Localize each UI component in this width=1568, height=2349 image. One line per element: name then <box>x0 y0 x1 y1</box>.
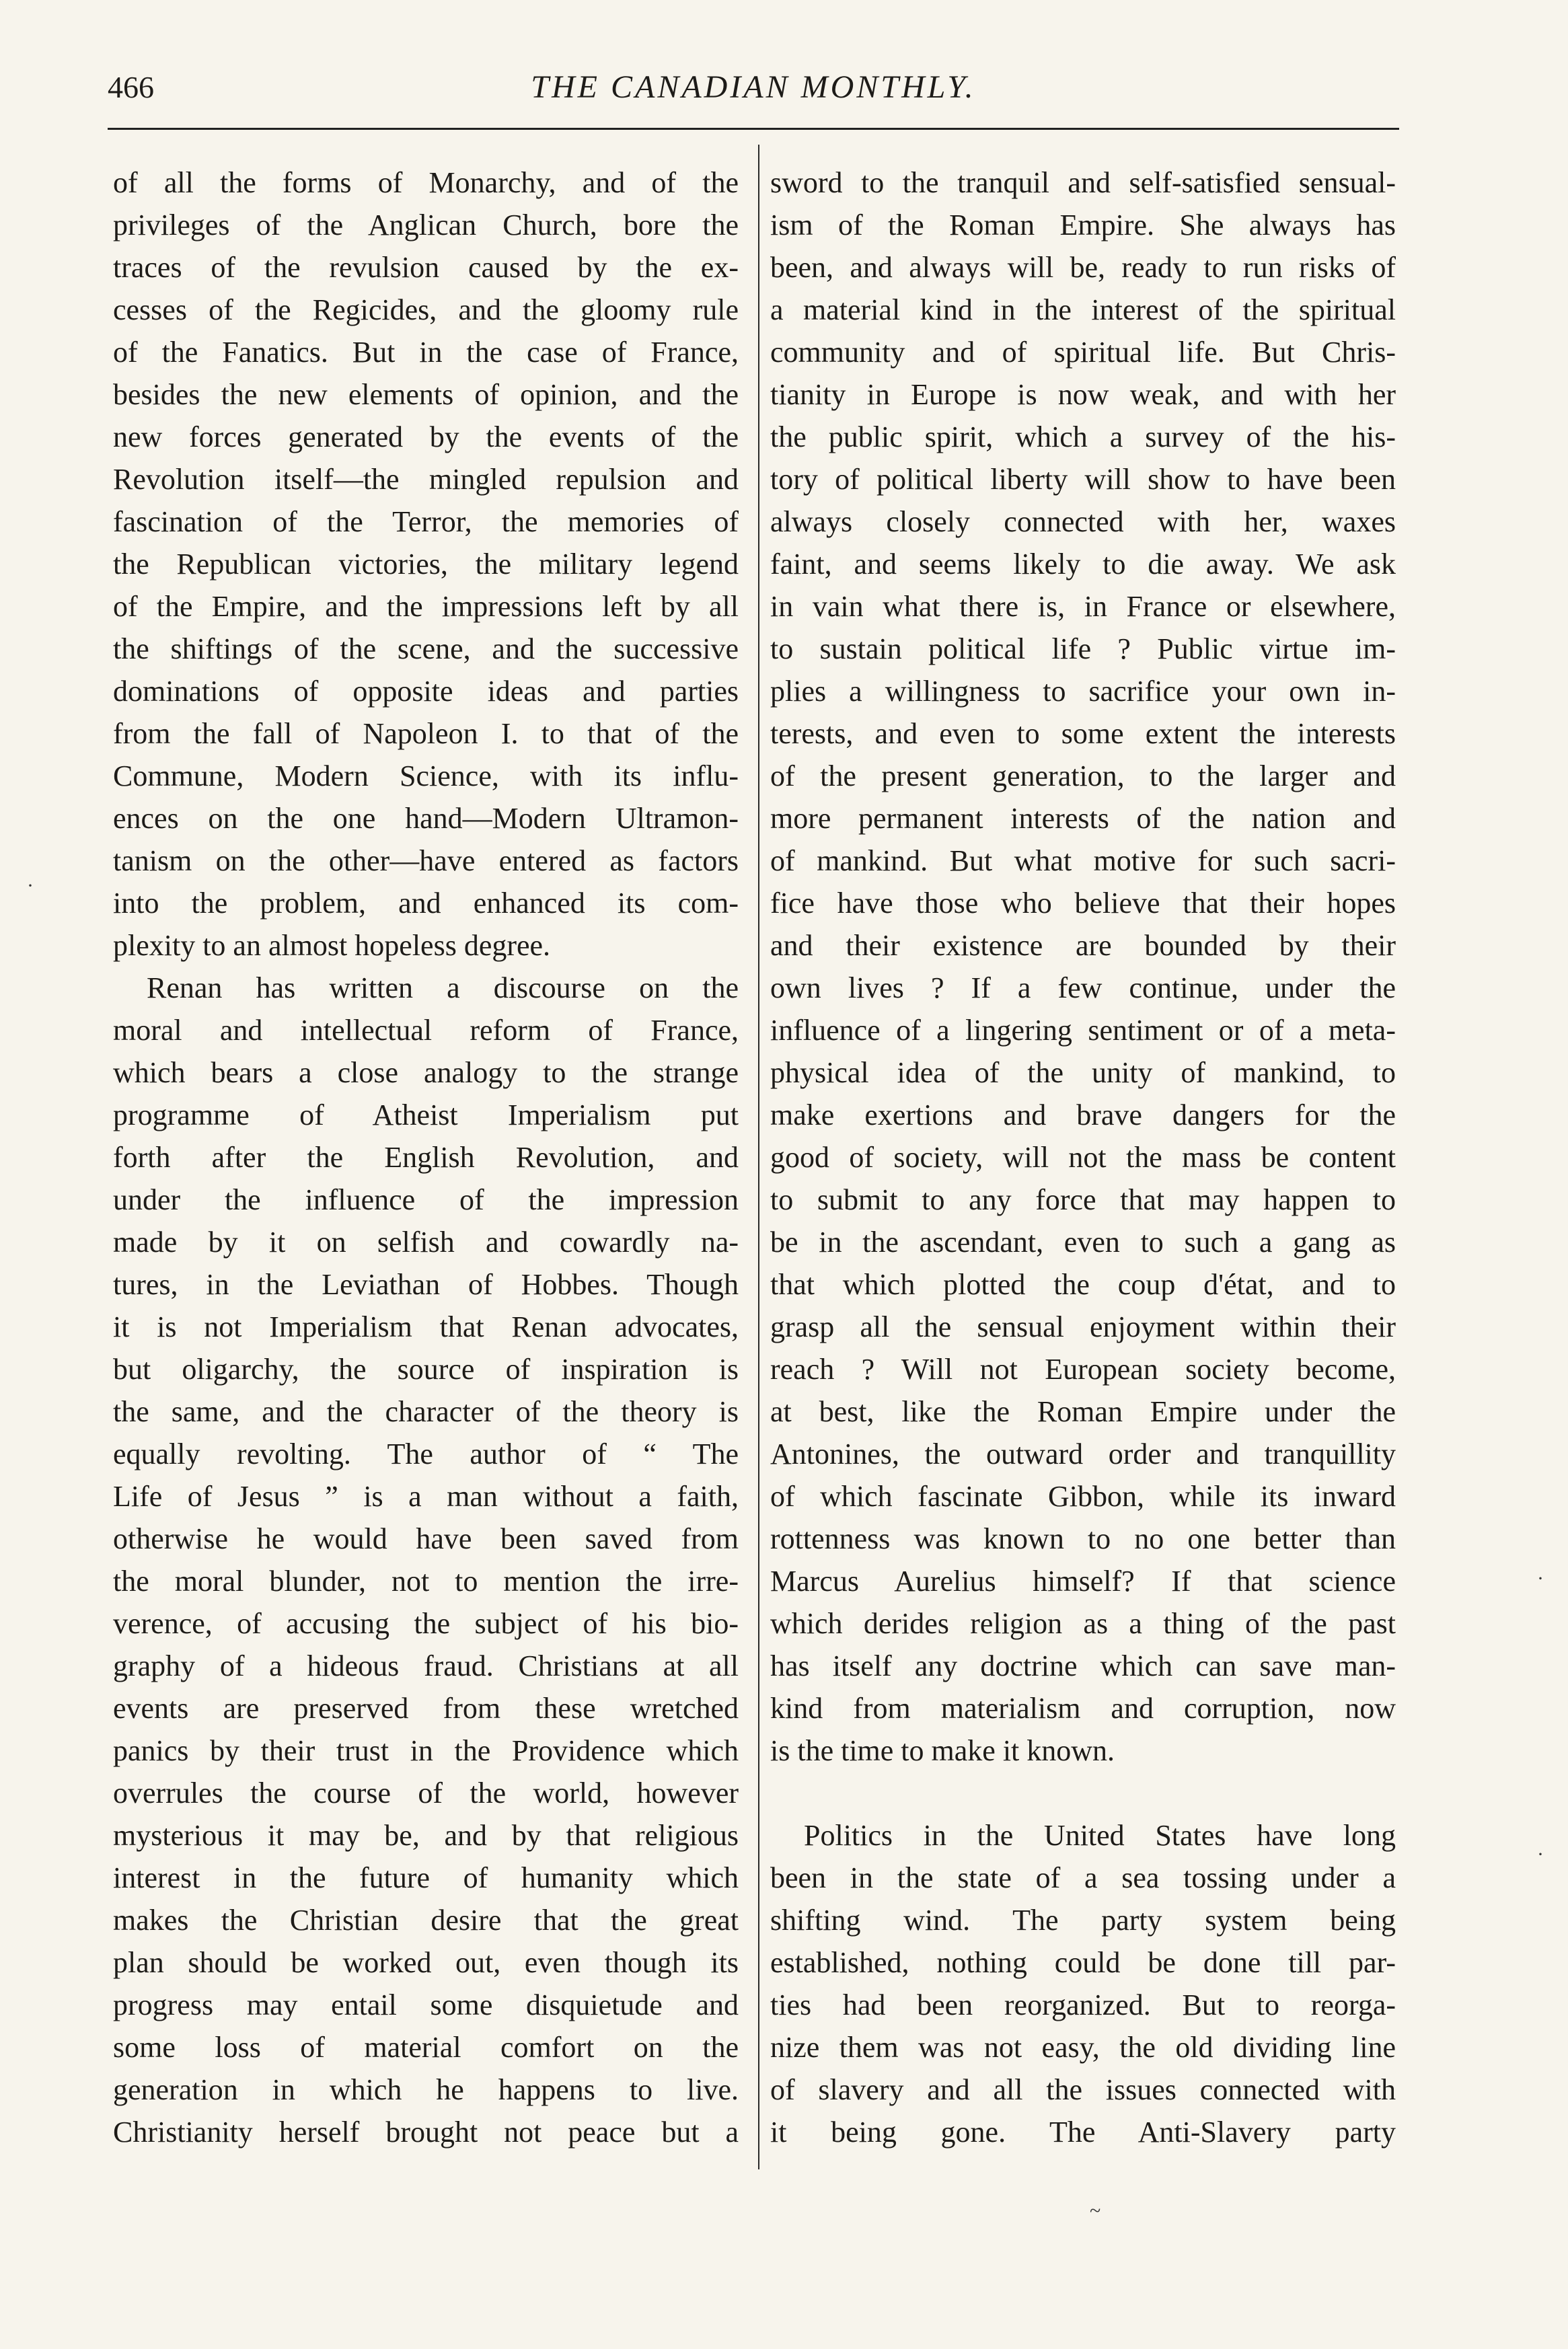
left-column-text-line: mysterious it may be, and by that religious <box>113 1819 739 1852</box>
right-column-text-line: influence of a lingering sentiment or of a meta- <box>770 1014 1396 1047</box>
scan-speck: · <box>1537 1843 1544 1865</box>
left-column-text-line: Christianity herself brought not peace but a <box>113 2116 739 2149</box>
left-column-text-line: tures, in the Leviathan of Hobbes. Though <box>113 1268 739 1301</box>
right-column-text-line: own lives ? If a few continue, under the <box>770 971 1396 1004</box>
left-column-text-line: otherwise he would have been saved from <box>113 1522 739 1555</box>
header-rule <box>108 128 1399 130</box>
left-column-text-line: progress may entail some disquietude and <box>113 1988 739 2021</box>
left-column-text-line: from the fall of Napoleon I. to that of the <box>113 717 739 750</box>
left-column-text-line: some loss of material comfort on the <box>113 2031 739 2064</box>
right-column-text-line: physical idea of the unity of mankind, to <box>770 1056 1396 1089</box>
right-column <box>770 161 1396 2153</box>
left-column-text-line: privileges of the Anglican Church, bore the <box>113 209 739 241</box>
right-column-text-line: ties had been reorganized. But to reorga- <box>770 1988 1396 2021</box>
left-column-text-line: ences on the one hand—Modern Ultramon- <box>113 802 739 835</box>
left-column-text-line: makes the Christian desire that the great <box>113 1904 739 1937</box>
left-column-text-line: it is not Imperialism that Renan advocates, <box>113 1310 739 1343</box>
page-number: 466 <box>108 70 154 104</box>
right-column-text-line: grasp all the sensual enjoyment within their <box>770 1310 1396 1343</box>
left-column-text-line: Revolution itself—the mingled repulsion and <box>113 463 739 496</box>
right-column-text-line: Antonines, the outward order and tranquillity <box>770 1438 1396 1470</box>
left-column-text-line: panics by their trust in the Providence which <box>113 1734 739 1767</box>
right-column-text-line: tianity in Europe is now weak, and with her <box>770 378 1396 411</box>
right-column-text-line: nize them was not easy, the old dividing line <box>770 2031 1396 2064</box>
right-column-text-line: of mankind. But what motive for such sacri- <box>770 844 1396 877</box>
right-column-text-line: terests, and even to some extent the interests <box>770 717 1396 750</box>
left-column-text-line: forth after the English Revolution, and <box>113 1141 739 1174</box>
column-divider <box>758 145 759 2169</box>
left-column-text-line: traces of the revulsion caused by the ex- <box>113 251 739 284</box>
right-column-text-line: the public spirit, which a survey of the his- <box>770 420 1396 453</box>
left-column-text-line: graphy of a hideous fraud. Christians at all <box>113 1649 739 1682</box>
right-column-text-line: Politics in the United States have long <box>804 1819 1396 1852</box>
right-column-text-line: been in the state of a sea tossing under a <box>770 1861 1396 1894</box>
left-column-text-line: of the Empire, and the impressions left by all <box>113 590 739 623</box>
left-column-text-line: which bears a close analogy to the strange <box>113 1056 739 1089</box>
right-column-text-line: good of society, will not the mass be content <box>770 1141 1396 1174</box>
left-column-text-line: dominations of opposite ideas and parties <box>113 675 739 708</box>
right-column-text-line: faint, and seems likely to die away. We ask <box>770 548 1396 581</box>
right-column-text-line: make exertions and brave dangers for the <box>770 1098 1396 1131</box>
right-column-text-line: it being gone. The Anti-Slavery party <box>770 2116 1396 2149</box>
left-column-text-line: new forces generated by the events of the <box>113 420 739 453</box>
right-column-text-line: fice have those who believe that their hopes <box>770 887 1396 920</box>
right-column-text-line: of which fascinate Gibbon, while its inward <box>770 1480 1396 1513</box>
right-column-text-line: which derides religion as a thing of the past <box>770 1607 1396 1640</box>
right-column-text-line: always closely connected with her, waxes <box>770 505 1396 538</box>
left-column-text-line: generation in which he happens to live. <box>113 2073 739 2106</box>
left-column-text-line: programme of Atheist Imperialism put <box>113 1098 739 1131</box>
right-column-text-line: more permanent interests of the nation and <box>770 802 1396 835</box>
right-column-text-line: been, and always will be, ready to run risks of <box>770 251 1396 284</box>
left-column-text-line: besides the new elements of opinion, and the <box>113 378 739 411</box>
right-column-text-line: plies a willingness to sacrifice your own in- <box>770 675 1396 708</box>
right-column-text-line: community and of spiritual life. But Chris- <box>770 336 1396 369</box>
scan-speck: · <box>1537 1567 1544 1590</box>
left-column-text-line: of the Fanatics. But in the case of France, <box>113 336 739 369</box>
left-column-text-line: the Republican victories, the military legend <box>113 548 739 581</box>
left-column-text-line: under the influence of the impression <box>113 1183 739 1216</box>
left-column-text-line: verence, of accusing the subject of his bio- <box>113 1607 739 1640</box>
left-column-text-line: made by it on selfish and cowardly na- <box>113 1226 739 1259</box>
running-title: THE CANADIAN MONTHLY. <box>531 69 976 105</box>
right-column-text-line: of the present generation, to the larger and <box>770 759 1396 792</box>
right-column-text-line: shifting wind. The party system being <box>770 1904 1396 1937</box>
scan-speck: · <box>27 874 34 897</box>
right-column-text-line: Marcus Aurelius himself? If that science <box>770 1565 1396 1598</box>
left-column-text-line: events are preserved from these wretched <box>113 1692 739 1725</box>
scan-speck: ~ <box>1090 2200 1101 2222</box>
right-column-text-line: kind from materialism and corruption, now <box>770 1692 1396 1725</box>
left-column-text-line: Commune, Modern Science, with its influ- <box>113 759 739 792</box>
right-column-text-line: is the time to make it known. <box>770 1734 1115 1767</box>
page-header <box>108 67 1399 128</box>
right-column-text-line: at best, like the Roman Empire under the <box>770 1395 1396 1428</box>
right-column-text-line: to submit to any force that may happen to <box>770 1183 1396 1216</box>
left-column-text-line: cesses of the Regicides, and the gloomy rule <box>113 293 739 326</box>
left-column-text-line: tanism on the other—have entered as factors <box>113 844 739 877</box>
left-column-text-line: fascination of the Terror, the memories of <box>113 505 739 538</box>
right-column-text-line: established, nothing could be done till par- <box>770 1946 1396 1979</box>
left-column-text-line: Life of Jesus ” is a man without a faith, <box>113 1480 739 1513</box>
right-column-text-line: has itself any doctrine which can save man- <box>770 1649 1396 1682</box>
right-column-text-line <box>770 1772 1396 1814</box>
left-column-text-line: of all the forms of Monarchy, and of the <box>113 166 739 199</box>
right-column-text-line: that which plotted the coup d'état, and to <box>770 1268 1396 1301</box>
left-column-text-line: but oligarchy, the source of inspiration is <box>113 1353 739 1386</box>
right-column-text-line: of slavery and all the issues connected with <box>770 2073 1396 2106</box>
left-column-text-line: plan should be worked out, even though its <box>113 1946 739 1979</box>
right-column-text-line: to sustain political life ? Public virtue im- <box>770 632 1396 665</box>
left-column-text-line: overrules the course of the world, however <box>113 1777 739 1810</box>
right-column-text-line: sword to the tranquil and self-satisfied sensual- <box>770 166 1396 199</box>
left-column-text-line: into the problem, and enhanced its com- <box>113 887 739 920</box>
left-column-text-line: the moral blunder, not to mention the irre- <box>113 1565 739 1598</box>
right-column-text-line: ism of the Roman Empire. She always has <box>770 209 1396 241</box>
right-column-text-line: reach ? Will not European society become, <box>770 1353 1396 1386</box>
right-column-text-line: and their existence are bounded by their <box>770 929 1396 962</box>
right-column-text-line: tory of political liberty will show to have been <box>770 463 1396 496</box>
left-column-text-line: equally revolting. The author of “ The <box>113 1438 739 1470</box>
right-column-text-line: a material kind in the interest of the spiritual <box>770 293 1396 326</box>
right-column-text-line: rottenness was known to no one better than <box>770 1522 1396 1555</box>
left-column <box>113 161 739 2153</box>
left-column-text-line: moral and intellectual reform of France, <box>113 1014 739 1047</box>
left-column-text-line: interest in the future of humanity which <box>113 1861 739 1894</box>
right-column-text-line: in vain what there is, in France or elsewhere, <box>770 590 1396 623</box>
left-column-text-line: the same, and the character of the theory is <box>113 1395 739 1428</box>
left-column-text-line: Renan has written a discourse on the <box>147 971 739 1004</box>
right-column-text-line: be in the ascendant, even to such a gang as <box>770 1226 1396 1259</box>
left-column-text-line: the shiftings of the scene, and the successive <box>113 632 739 665</box>
left-column-text-line: plexity to an almost hopeless degree. <box>113 929 551 962</box>
